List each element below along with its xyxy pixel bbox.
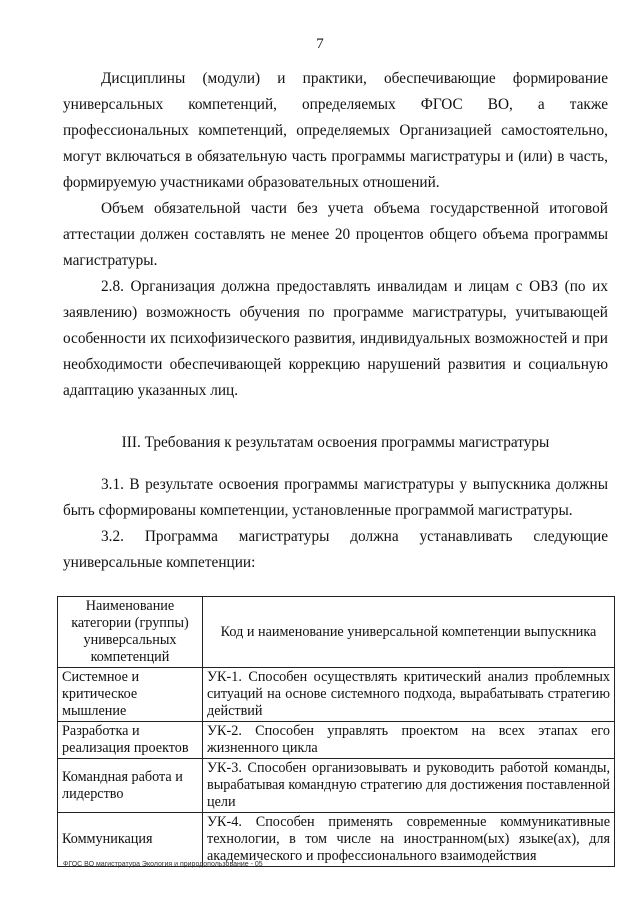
paragraph-3-1: 3.1. В результате освоения программы магистратуры у выпускника должны быть сформированы компетенции, установленные программой магистратуры. [63,476,608,519]
category-cell: Командная работа и лидерство [58,759,203,813]
competence-cell: УК-1. Способен осуществлять критический анализ проблемных ситуаций на основе системного подхода, вырабатывать стратегию действий [203,668,615,722]
competence-cell: УК-3. Способен организовывать и руководить работой команды, вырабатывая командную стратегию для достижения поставленной цели [203,759,615,813]
paragraph-2-8-disabled-students: 2.8. Организация должна предоставлять инвалидам и лицам с ОВЗ (по их заявлению) возможность обучения по программе магистратуры, учитывающей особенности их психофизического развития, индивидуальных возможностей и при необходимости обеспечивающей коррекцию нарушений развития и социальную адаптацию указанных лиц. [63,278,608,399]
competence-cell: УК-2. Способен управлять проектом на всех этапах его жизненного цикла [203,722,615,759]
table-row [58,813,615,867]
header-competence: Код и наименование универсальной компетенции выпускника [203,597,615,668]
category-cell: Коммуникация [58,813,203,867]
table-row [58,668,615,722]
paragraph-disciplines: Дисциплины (модули) и практики, обеспечивающие формирование универсальных компетенций, определяемых ФГОС ВО, а также профессиональных компетенций, определяемых Организацией самостоятельно, могут включаться в обязательную часть программы магистратуры и (или) в часть, формируемую участниками образовательных отношений. [63,70,608,191]
category-cell: Разработка и реализация проектов [58,722,203,759]
paragraph-mandatory-volume: Объем обязательной части без учета объема государственной итоговой аттестации должен составлять не менее 20 процентов общего объема программы магистратуры. [63,200,608,269]
table-row [58,759,615,813]
category-cell: Системное и критическое мышление [58,668,203,722]
footer-note: ФГОС ВО магистратура Экология и природопользование - 05 [63,861,263,868]
header-category: Наименование категории (группы) универсальных компетенций [58,597,203,668]
page-number: 7 [316,36,324,52]
paragraph-3-2: 3.2. Программа магистратуры должна устанавливать следующие универсальные компетенции: [63,528,608,571]
competence-cell: УК-4. Способен применять современные коммуникативные технологии, в том числе на иностранном(ых) языке(ах), для академического и профессионального взаимодействия [203,813,615,867]
table-header-row [58,597,615,668]
table-row [58,722,615,759]
section-heading: III. Требования к результатам освоения программы магистратуры [121,434,550,451]
competences-table [57,596,615,867]
